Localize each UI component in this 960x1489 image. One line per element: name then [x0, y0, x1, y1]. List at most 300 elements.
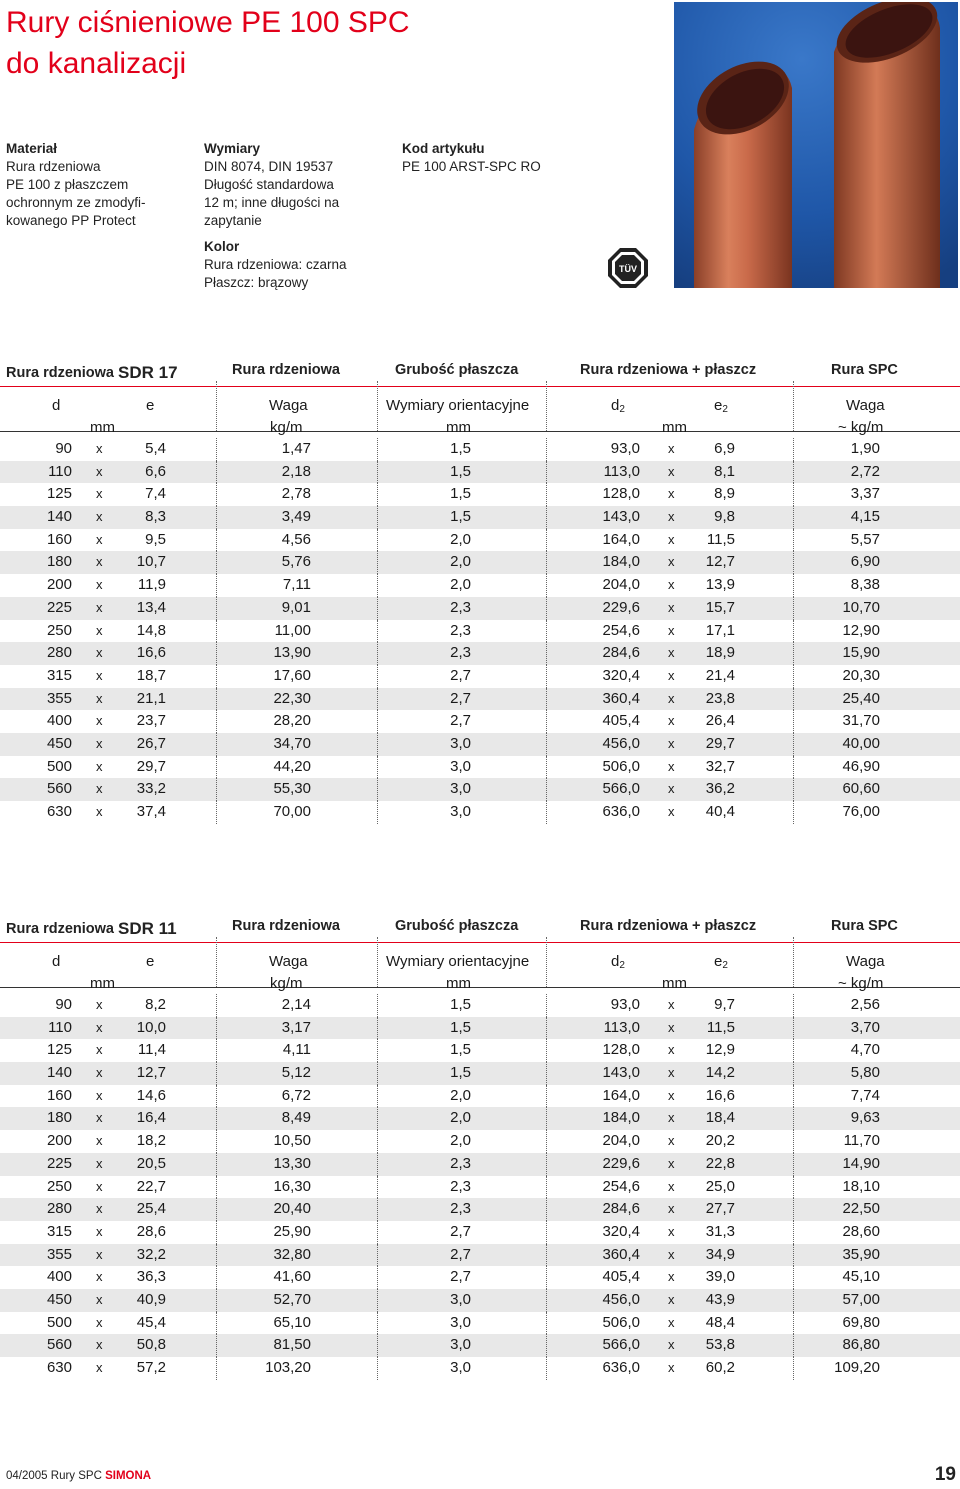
column-divider: [216, 1107, 217, 1130]
table-row: [0, 529, 960, 552]
table-cell: 1,5: [450, 1064, 471, 1082]
table-cell: 7,4: [145, 485, 166, 503]
column-divider: [793, 1176, 794, 1199]
unit-mm: mm: [90, 419, 115, 436]
table-cell: x: [96, 713, 103, 729]
table-cell: 90: [55, 996, 72, 1013]
col-e: e: [146, 953, 155, 970]
unit-mm: mm: [662, 419, 687, 436]
tuv-certification-icon: [607, 247, 649, 289]
table-cell: 160: [46, 1086, 72, 1104]
table-cell: 21,1: [136, 689, 166, 707]
table-row: [0, 1085, 960, 1108]
column-divider: [216, 1085, 217, 1108]
column-divider: [377, 688, 378, 711]
table-cell: x: [668, 531, 675, 547]
table-cell: x: [96, 1019, 103, 1035]
column-divider: [793, 1266, 794, 1289]
table-cell: x: [96, 1360, 103, 1375]
unit-approx-kgm: ~ kg/m: [838, 419, 884, 436]
column-divider: [377, 381, 378, 431]
table-cell: 3,0: [450, 734, 471, 752]
column-divider: [793, 710, 794, 733]
column-divider: [216, 1244, 217, 1267]
column-divider: [793, 778, 794, 801]
unit-kgm: kg/m: [270, 975, 303, 992]
column-divider: [377, 1266, 378, 1289]
column-header: [0, 387, 960, 436]
table-cell: 315: [46, 666, 72, 684]
table-sdr17: [0, 356, 960, 824]
table-cell: x: [668, 1155, 675, 1171]
table-cell: 44,20: [273, 757, 311, 775]
table-cell: x: [96, 599, 103, 615]
column-divider: [377, 1312, 378, 1335]
table-cell: 11,4: [137, 1041, 166, 1059]
table-cell: 184,0: [602, 1109, 640, 1127]
table-row: [0, 756, 960, 779]
table-cell: 2,0: [450, 553, 471, 571]
col-d2: [611, 397, 625, 415]
table-cell: 8,3: [145, 508, 166, 526]
table-cell: 22,7: [136, 1177, 166, 1195]
column-divider: [546, 801, 547, 824]
jacket-thickness-header: Grubość płaszcza: [395, 918, 519, 934]
table-cell: 6,90: [850, 553, 880, 571]
table-cell: 2,3: [450, 1177, 471, 1195]
table-cell: 254,6: [602, 1177, 640, 1195]
table-row: [0, 1266, 960, 1289]
table-cell: x: [668, 1201, 675, 1217]
table-cell: 360,4: [602, 1245, 640, 1263]
column-divider: [546, 1085, 547, 1108]
column-divider: [216, 620, 217, 643]
column-divider: [216, 642, 217, 665]
column-divider: [546, 1312, 547, 1335]
table-cell: 21,4: [705, 666, 735, 684]
table-cell: 3,0: [450, 1290, 471, 1308]
column-divider: [377, 642, 378, 665]
column-divider: [377, 1176, 378, 1199]
table-cell: 53,8: [705, 1336, 735, 1354]
table-cell: 93,0: [610, 440, 640, 457]
table-cell: 560: [46, 780, 72, 798]
table-cell: 5,76: [281, 553, 311, 571]
table-cell: 2,3: [450, 1154, 471, 1172]
table-cell: 69,80: [842, 1313, 880, 1331]
column-divider: [793, 733, 794, 756]
table-cell: 28,20: [273, 712, 311, 730]
unit-mm: mm: [90, 975, 115, 992]
column-divider: [377, 1062, 378, 1085]
table-cell: 57,00: [842, 1290, 880, 1308]
table-cell: x: [96, 735, 103, 751]
col-d2-letter: d: [611, 953, 620, 970]
table-cell: x: [668, 997, 675, 1012]
table-cell: 48,4: [705, 1313, 735, 1331]
column-divider: [546, 1062, 547, 1085]
table-cell: x: [96, 441, 103, 456]
column-divider: [793, 1085, 794, 1108]
column-divider: [546, 1289, 547, 1312]
table-cell: 40,00: [842, 734, 880, 752]
column-divider: [377, 1039, 378, 1062]
table-cell: x: [668, 1360, 675, 1375]
col-e2-letter: e: [714, 397, 723, 414]
table-cell: 12,9: [705, 1041, 735, 1059]
table-cell: x: [668, 690, 675, 706]
table-cell: 32,80: [273, 1245, 311, 1263]
table-cell: 450: [46, 734, 72, 752]
table-row: [0, 1357, 960, 1380]
column-divider: [793, 1221, 794, 1244]
column-header: [0, 943, 960, 992]
table-cell: 506,0: [602, 1313, 640, 1331]
column-divider: [793, 461, 794, 484]
table-cell: 456,0: [602, 734, 640, 752]
table-row: [0, 1062, 960, 1085]
table-cell: x: [96, 1314, 103, 1330]
table-cell: 9,01: [281, 598, 311, 616]
column-divider: [546, 710, 547, 733]
table-cell: 10,0: [136, 1018, 166, 1036]
table-cell: 13,4: [136, 598, 166, 616]
column-divider: [216, 801, 217, 824]
unit-mm: mm: [446, 419, 471, 436]
column-divider: [546, 1176, 547, 1199]
table-cell: 18,10: [842, 1177, 880, 1195]
col-d: d: [52, 397, 61, 414]
column-divider: [793, 937, 794, 987]
table-cell: 37,4: [136, 803, 166, 820]
table-cell: x: [668, 1314, 675, 1330]
col-orientation-dims: Wymiary orientacyjne: [386, 953, 530, 970]
table-cell: 1,90: [850, 440, 880, 457]
table-cell: 2,7: [450, 712, 471, 730]
tuv-text: TÜV: [619, 264, 637, 274]
table-cell: 3,0: [450, 803, 471, 820]
table-cell: x: [96, 758, 103, 774]
table-cell: 1,5: [450, 1041, 471, 1059]
table-row: [0, 620, 960, 643]
table-cell: 355: [46, 689, 72, 707]
table-cell: x: [96, 1133, 103, 1149]
table-cell: x: [668, 1223, 675, 1239]
dimensions-info: [204, 140, 347, 292]
column-divider: [216, 937, 217, 987]
table-cell: x: [96, 667, 103, 683]
table-cell: x: [96, 1178, 103, 1194]
table-cell: x: [96, 1087, 103, 1103]
column-divider: [546, 1266, 547, 1289]
table-cell: 16,4: [136, 1109, 166, 1127]
table-cell: 180: [46, 553, 72, 571]
table-body: [0, 438, 960, 824]
table-cell: 400: [46, 1268, 72, 1286]
table-cell: x: [668, 509, 675, 525]
column-divider: [793, 756, 794, 779]
table-row: [0, 1198, 960, 1221]
column-divider: [216, 1312, 217, 1335]
table-cell: 456,0: [602, 1290, 640, 1308]
table-cell: 36,3: [136, 1268, 166, 1286]
core-plus-jacket-header: Rura rdzeniowa + płaszcz: [580, 918, 757, 934]
table-cell: 566,0: [602, 780, 640, 798]
table-cell: 5,57: [850, 530, 880, 548]
table-row: [0, 1107, 960, 1130]
column-divider: [377, 1130, 378, 1153]
column-divider: [546, 642, 547, 665]
table-cell: 10,50: [273, 1132, 311, 1150]
table-cell: 65,10: [273, 1313, 311, 1331]
column-divider: [793, 801, 794, 824]
table-cell: 20,5: [136, 1154, 166, 1172]
table-cell: 3,0: [450, 1313, 471, 1331]
table-cell: 405,4: [602, 712, 640, 730]
color-label: Kolor: [204, 239, 240, 254]
table-cell: 3,37: [850, 485, 880, 503]
table-cell: 8,49: [281, 1109, 311, 1127]
table-cell: x: [96, 1223, 103, 1239]
column-divider: [377, 1289, 378, 1312]
section-title: [6, 362, 178, 382]
table-cell: 2,14: [281, 996, 311, 1013]
column-divider: [377, 1334, 378, 1357]
table-cell: x: [96, 645, 103, 661]
table-cell: x: [668, 486, 675, 502]
table-cell: 1,5: [450, 996, 471, 1013]
sdr-label: SDR 11: [118, 919, 177, 938]
column-divider: [216, 778, 217, 801]
table-cell: 2,3: [450, 644, 471, 662]
table-row: [0, 733, 960, 756]
table-cell: x: [96, 1246, 103, 1262]
table-cell: 43,9: [705, 1290, 735, 1308]
table-cell: 284,6: [602, 644, 640, 662]
table-cell: x: [668, 667, 675, 683]
column-divider: [377, 665, 378, 688]
table-cell: 9,8: [714, 508, 735, 526]
table-cell: 8,38: [850, 576, 880, 594]
column-divider: [216, 1357, 217, 1380]
table-cell: 46,90: [842, 757, 880, 775]
table-row: [0, 438, 960, 461]
table-cell: x: [668, 599, 675, 615]
table-cell: 26,4: [705, 712, 735, 730]
column-divider: [546, 1039, 547, 1062]
column-divider: [377, 1244, 378, 1267]
col-e2-sub: 2: [722, 960, 728, 971]
table-cell: 7,74: [850, 1086, 880, 1104]
table-cell: 23,8: [705, 689, 735, 707]
table-row: [0, 1176, 960, 1199]
page-number: 19: [934, 1464, 956, 1485]
column-divider: [546, 620, 547, 643]
table-cell: 5,12: [281, 1064, 311, 1082]
table-cell: 4,70: [850, 1041, 880, 1059]
page-title: [6, 2, 410, 84]
column-divider: [377, 438, 378, 461]
table-cell: 360,4: [602, 689, 640, 707]
column-divider: [377, 937, 378, 987]
column-divider: [793, 381, 794, 431]
table-cell: 1,47: [281, 440, 311, 457]
col-d2-sub: 2: [619, 404, 625, 415]
column-divider: [546, 1244, 547, 1267]
col-e2: [714, 953, 728, 971]
table-cell: 16,6: [136, 644, 166, 662]
table-cell: 1,5: [450, 462, 471, 480]
table-cell: 2,78: [281, 485, 311, 503]
table-cell: 450: [46, 1290, 72, 1308]
column-divider: [216, 1062, 217, 1085]
table-cell: 14,90: [842, 1154, 880, 1172]
column-divider: [793, 1244, 794, 1267]
column-divider: [793, 529, 794, 552]
table-cell: 630: [46, 1359, 72, 1376]
table-row: [0, 1039, 960, 1062]
table-cell: 125: [46, 485, 72, 503]
section-header: [0, 912, 960, 943]
table-row: [0, 801, 960, 824]
table-cell: 31,3: [705, 1222, 735, 1240]
table-cell: x: [668, 735, 675, 751]
col-weight: Waga: [269, 397, 308, 414]
table-cell: 164,0: [602, 530, 640, 548]
table-cell: x: [96, 1337, 103, 1353]
col-e2-letter: e: [714, 953, 723, 970]
table-cell: 2,0: [450, 530, 471, 548]
table-cell: 400: [46, 712, 72, 730]
table-cell: 28,6: [136, 1222, 166, 1240]
table-cell: 90: [55, 440, 72, 457]
table-cell: x: [668, 1269, 675, 1285]
column-divider: [216, 483, 217, 506]
table-cell: x: [668, 1246, 675, 1262]
table-cell: 11,5: [706, 1018, 735, 1036]
table-cell: 2,0: [450, 1086, 471, 1104]
col-weight-spc: Waga: [846, 953, 885, 970]
column-divider: [793, 688, 794, 711]
column-divider: [546, 665, 547, 688]
column-divider: [216, 381, 217, 431]
table-row: [0, 1289, 960, 1312]
table-cell: x: [668, 1110, 675, 1126]
table-row: [0, 1244, 960, 1267]
table-row: [0, 1221, 960, 1244]
column-divider: [546, 1357, 547, 1380]
table-cell: 6,72: [281, 1086, 311, 1104]
table-cell: x: [668, 577, 675, 593]
col-d: d: [52, 953, 61, 970]
column-divider: [546, 1130, 547, 1153]
table-cell: 2,7: [450, 1222, 471, 1240]
table-cell: 355: [46, 1245, 72, 1263]
table-cell: 11,00: [274, 621, 311, 639]
table-cell: 3,0: [450, 780, 471, 798]
table-row: [0, 665, 960, 688]
column-divider: [793, 574, 794, 597]
column-divider: [216, 1198, 217, 1221]
table-cell: x: [96, 997, 103, 1012]
column-divider: [793, 665, 794, 688]
table-cell: 14,6: [136, 1086, 166, 1104]
table-cell: 39,0: [705, 1268, 735, 1286]
table-row: [0, 642, 960, 665]
unit-mm: mm: [446, 975, 471, 992]
table-cell: x: [668, 1065, 675, 1081]
table-row: [0, 483, 960, 506]
column-divider: [216, 1289, 217, 1312]
section-title-prefix: Rura rdzeniowa: [6, 365, 118, 381]
table-cell: 8,1: [714, 462, 735, 480]
column-divider: [546, 574, 547, 597]
table-cell: 12,7: [705, 553, 735, 571]
column-divider: [546, 506, 547, 529]
table-cell: 4,15: [850, 508, 880, 526]
table-row: [0, 1153, 960, 1176]
core-plus-jacket-header: Rura rdzeniowa + płaszcz: [580, 362, 757, 378]
table-cell: 140: [46, 1064, 72, 1082]
table-row: [0, 688, 960, 711]
code-label: Kod artykułu: [402, 141, 485, 156]
table-cell: 14,2: [705, 1064, 735, 1082]
table-cell: 70,00: [273, 803, 311, 820]
table-cell: 2,0: [450, 576, 471, 594]
table-cell: 28,60: [842, 1222, 880, 1240]
table-cell: 204,0: [602, 1132, 640, 1150]
column-divider: [377, 597, 378, 620]
column-divider: [216, 461, 217, 484]
table-cell: 18,2: [136, 1132, 166, 1150]
column-divider: [216, 1153, 217, 1176]
table-cell: 34,9: [705, 1245, 735, 1263]
table-cell: 13,90: [273, 644, 311, 662]
table-cell: 13,30: [273, 1154, 311, 1172]
jacket-thickness-header: Grubość płaszcza: [395, 362, 519, 378]
table-cell: 3,49: [281, 508, 311, 526]
col-e2-sub: 2: [722, 404, 728, 415]
material-info: [6, 140, 146, 230]
table-cell: 143,0: [602, 1064, 640, 1082]
column-divider: [546, 551, 547, 574]
column-divider: [546, 1017, 547, 1040]
column-divider: [793, 1130, 794, 1153]
table-cell: 32,2: [136, 1245, 166, 1263]
column-divider: [793, 1062, 794, 1085]
table-cell: 25,0: [705, 1177, 735, 1195]
column-divider: [546, 1334, 547, 1357]
table-cell: 3,0: [450, 1359, 471, 1376]
table-cell: 500: [46, 1313, 72, 1331]
column-divider: [793, 1017, 794, 1040]
footer-doc: Rury SPC: [50, 1470, 102, 1482]
table-cell: 143,0: [602, 508, 640, 526]
table-cell: 31,70: [842, 712, 880, 730]
table-cell: 2,3: [450, 621, 471, 639]
table-cell: 15,7: [705, 598, 735, 616]
table-cell: x: [96, 554, 103, 570]
table-cell: 250: [46, 1177, 72, 1195]
table-cell: 20,30: [842, 666, 880, 684]
table-cell: 6,9: [714, 440, 735, 457]
table-cell: 630: [46, 803, 72, 820]
section-title-prefix: Rura rdzeniowa: [6, 921, 118, 937]
table-cell: 45,4: [136, 1313, 166, 1331]
table-cell: 17,1: [705, 621, 735, 639]
column-divider: [216, 597, 217, 620]
table-cell: 40,4: [705, 803, 735, 820]
